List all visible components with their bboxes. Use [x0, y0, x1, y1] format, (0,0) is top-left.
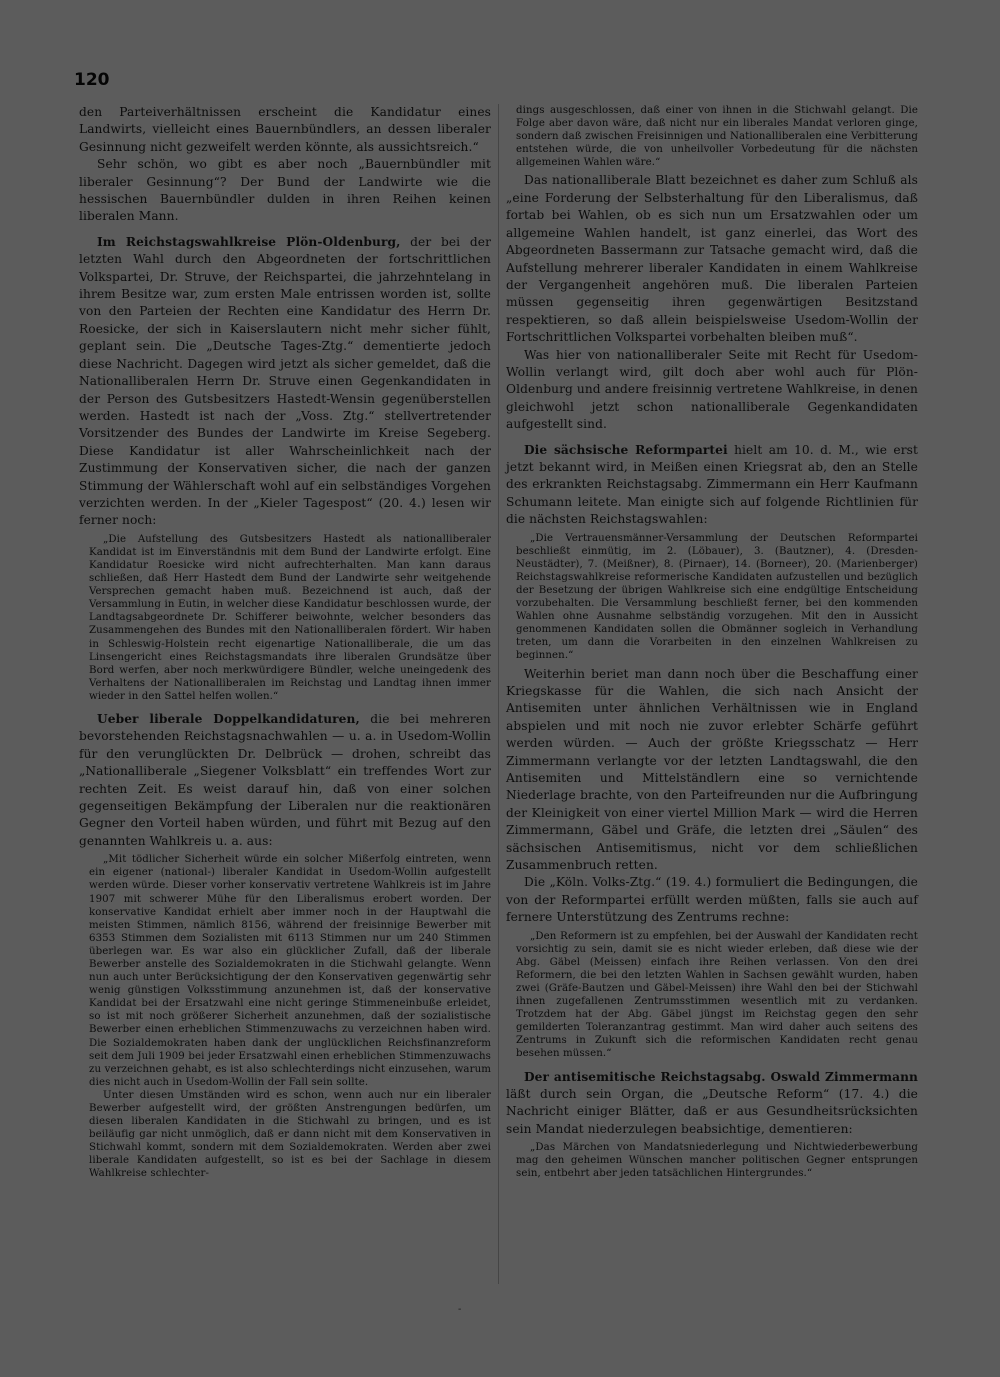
- paragraph: Sehr schön, wo gibt es aber noch „Bauernbündler mit liberaler Gesinnung“? Der Bund der Landwirte wie die hessischen Bauernbündler dulden in ihren Reihen keinen liberalen Mann.: [79, 157, 491, 224]
- paragraph: [506, 442, 918, 529]
- paragraph: Was hier von nationalliberaler Seite mit Recht für Usedom-Wollin verlangt wird, gilt doch aber wohl auch für Plön-Oldenburg und andere freisinnig vertretene Wahlkreise, in denen gleichwohl jetzt schon nationalliberale Gegenkandidaten aufgestellt sind.: [506, 347, 918, 432]
- paragraph-text: die bei mehreren bevorstehenden Reichstagsnachwahlen — u. a. in Usedom-Wollin für den verunglückten Dr. Delbrück — drohen, schreibt das „Nationalliberale „Siegener Volksblatt“ ein treffendes Wort zur rechten Zeit. Es weist darauf hin, daß von einer solchen gegenseitigen Bekämpfung der Liberalen nur die reaktionären Gegner den Vorteil haben würden, und führt mit Bezug auf den genannten Wahlkreis u. a. aus:: [79, 711, 491, 848]
- paragraph: [506, 1069, 918, 1139]
- paragraph: Weiterhin beriet man dann noch über die Beschaffung einer Kriegskasse für die Wahlen, die sich nach Ansicht der Antisemiten unter ähnlichen Verhältnissen wie in England abspielen und mit noch nie zuvor erlebter Schärfe geführt werden würden. — Auch der größte Kriegsschatz — Herr Zimmermann verlangte vor der letzten Landtagswahl, die den Antisemiten und Mittelständlern eine so vernichtende Niederlage brachte, von den Parteifreunden nur die Aufbringung der Kleinigkeit von einer viertel Million Mark — wird die Herren Zimmermann, Gäbel und Gräfe, die letzten drei „Säulen“ des sächsischen Antisemitismus, nicht vor dem schließlichen Zusammenbruch retten.: [506, 666, 918, 872]
- paragraph: [79, 234, 491, 530]
- paragraph: den Parteiverhältnissen erscheint die Kandidatur eines Landwirts, vielleicht eines Bauernbündlers, an dessen liberaler Gesinnung nicht gezweifelt werden könnte, als aussichtsreich.“: [79, 105, 491, 154]
- paragraph: Das nationalliberale Blatt bezeichnet es daher zum Schluß als „eine Forderung der Selbsterhaltung für den Liberalismus, daß fortab bei Wahlen, ob es sich nun um Ersatzwahlen oder um allgemeine Wahlen handelt, ist ganz einerlei, das Wort des Abgeordneten Bassermann zur Tatsache gemacht wird, daß die Aufstellung mehrerer liberaler Kandidaten in einem Wahlkreise der Vergangenheit angehören muß. Die liberalen Parteien müssen gegenseitig ihren gegenwärtigen Besitzstand respektieren, so daß allein beispielsweise Usedom-Wollin der Fortschrittlichen Volkspartei vorbehalten bleiben muß“.: [506, 173, 918, 345]
- section-heading: Im Reichstagswahlkreise Plön-Oldenburg,: [97, 234, 401, 249]
- block-quote: „Die Vertrauensmänner-Versammlung der Deutschen Reformpartei beschließt einmütig, im 2. (Löbauer), 3. (Bautzner), 4. (Dresden-Neustädter), 7. (Meißner), 8. (Pirnaer), 14. (Borneer), 20. (Marienberger) Reichstagswahlkreise reformerische Kandidaten aufzustellen und bezüglich der Besetzung der übrigen Wahlkreise sich eine endgültige Entscheidung vorzubehalten. Die Versammlung beschließt ferner, bei den kommenden Wahlen ohne Ausnahme selbständig vorzugehen. Mit den in Aussicht genommenen Kandidaten sollen die Obmänner sogleich in Verhandlung treten, um dann die Vorarbeiten in den einzelnen Wahlkreisen zu beginnen.“: [516, 532, 918, 662]
- right-column: [506, 104, 918, 1180]
- block-quote: dings ausgeschlossen, daß einer von ihnen in die Stichwahl gelangt. Die Folge aber davon wäre, daß nicht nur ein liberales Mandat verloren ginge, sondern daß zwischen Freisinnigen und Nationalliberalen eine Verbitterung entstehen würde, die von unheilvoller Vorbedeutung für die nächsten allgemeinen Wahlen wäre.“: [516, 105, 918, 169]
- page-number: 120: [74, 70, 110, 90]
- section-heading: Ueber liberale Doppelkandidaturen,: [97, 711, 360, 726]
- left-column: [79, 104, 491, 1181]
- footer-mark: -: [458, 1304, 462, 1315]
- paragraph-text: der bei der letzten Wahl durch den Abgeordneten der fortschrittlichen Volkspartei, Dr. Struve, der Reichspartei, die jahrzehntelang in ihrem Besitze war, zum ersten Male entrissen worden ist, sollte von den Parteien der Rechten eine Kandidatur des Herrn Dr. Roesicke, der sich in Kaiserslautern nicht mehr sicher fühlt, geplant sein. Die „Deutsche Tages-Ztg.“ dementierte jedoch diese Nachricht. Dagegen wird jetzt als sicher gemeldet, daß die Nationalliberalen Herrn Dr. Struve einen Gegenkandidaten in der Person des Gutsbesitzers Hastedt-Wensin gegenüberstellen werden. Hastedt ist nach der „Voss. Ztg.“ stellvertretender Vorsitzender des Bundes der Landwirte im Kreise Segeberg. Diese Kandidatur ist aller Wahrscheinlichkeit nach der Zustimmung der Konservativen sicher, die nach der ganzen Stimmung der Wählerschaft wohl auf ein selbständiges Vorgehen verzichten werden. In der „Kieler Tagespost“ (20. 4.) lesen wir ferner noch:: [79, 234, 491, 528]
- block-quote: Unter diesen Umständen wird es schon, wenn auch nur ein liberaler Bewerber aufgestellt wird, der größten Anstrengungen bedürfen, um diesen liberalen Kandidaten in die Stichwahl zu bringen, und es ist beiläufig gar nicht unmöglich, daß er dann nicht mit dem Konservativen in Stichwahl kommt, sondern mit dem Sozialdemokraten. Werden aber zwei liberale Kandidaten aufgestellt, so ist es bei der Sachlage in diesem Wahlkreise schlechter-: [89, 1089, 491, 1180]
- block-quote: „Mit tödlicher Sicherheit würde ein solcher Mißerfolg eintreten, wenn ein eigener (national-) liberaler Kandidat in Usedom-Wollin aufgestellt werden würde. Dieser vorher konservativ vertretene Wahlkreis ist im Jahre 1907 mit schwerer Mühe für den Liberalismus erobert worden. Der konservative Kandidat erhielt aber immer noch in der Hauptwahl die meisten Stimmen, nämlich 8156, während der freisinnige Bewerber mit 6353 Stimmen dem Sozialisten mit 6113 Stimmen nur um 240 Stimmen überlegen war. Es war also ein glücklicher Zufall, daß der liberale Bewerber anstelle des Sozialdemokraten in die Stichwahl gelangte. Wenn nun auch unter Berücksichtigung der den Konservativen gegenwärtig sehr wenig günstigen Volksstimmung anzunehmen ist, daß der konservative Kandidat bei der Ersatzwahl eine nicht geringe Stimmeneinbuße erleidet, so ist mit noch größerer Sicherheit anzunehmen, daß der sozialistische Bewerber einen erheblichen Stimmenzuwachs zu verzeichnen haben wird. Die Sozialdemokraten haben dank der unglücklichen Reichsfinanzreform seit dem Juli 1909 bei jeder Ersatzwahl einen erheblichen Stimmenzuwachs zu verzeichnen gehabt, es ist also schlechterdings nicht einzusehen, warum dies nicht auch in Usedom-Wollin der Fall sein sollte.: [89, 854, 491, 1088]
- block-quote: „Den Reformern ist zu empfehlen, bei der Auswahl der Kandidaten recht vorsichtig zu sein, damit sie es nicht wieder erleben, daß diese wie der Abg. Gäbel (Meissen) einfach ihre Reihen verlassen. Von den drei Reformern, die bei den letzten Wahlen in Sachsen gewählt wurden, haben zwei (Gräfe-Bautzen und Gäbel-Meissen) ihre Wahl den bei der Stichwahl ihnen zugefallenen Zentrumsstimmen wesentlich mit zu verdanken. Trotzdem hat der Abg. Gäbel jüngst im Reichstag gegen den sehr gemilderten Toleranzantrag gestimmt. Man wird daher auch seitens des Zentrums in Zukunft sich die reformischen Kandidaten recht genau besehen müssen.“: [516, 930, 918, 1060]
- block-quote: „Die Aufstellung des Gutsbesitzers Hastedt als nationalliberaler Kandidat ist im Einverständnis mit dem Bund der Landwirte erfolgt. Eine Kandidatur Roesicke wird nicht aufrechterhalten. Man kann daraus schließen, daß Herr Hastedt dem Bund der Landwirte sehr weitgehende Versprechen gemacht haben muß. Bezeichnend ist auch, daß der Versammlung in Eutin, in welcher diese Kandidatur beschlossen wurde, der Landtagsabgeordnete Dr. Schifferer beiwohnte, welcher besonders das Zusammengehen des Bundes mit den Nationalliberalen fördert. Wir haben in Schleswig-Holstein recht eigenartige Nationalliberale, die um das Linsengericht eines Reichstagsmandats ihre liberalen Grundsätze über Bord werfen, aber noch merkwürdigere Bündler, welche uneingedenk des Verhaltens der Nationalliberalen im Reichstag und Landtag ihnen immer wieder in den Sattel helfen wollen.“: [89, 533, 491, 702]
- paragraph: Die „Köln. Volks-Ztg.“ (19. 4.) formuliert die Bedingungen, die von der Reformpartei erfüllt werden müßten, falls sie auch auf fernere Unterstützung des Zentrums rechne:: [506, 875, 918, 925]
- paragraph: [79, 711, 491, 850]
- paragraph-text: hielt am 10. d. M., wie erst jetzt bekannt wird, in Meißen einen Kriegsrat ab, den an Stelle des erkrankten Reichstagsabg. Zimmermann ein Herr Kaufmann Schumann leitete. Man einigte sich auf folgende Richtlinien für die nächsten Reichstagswahlen:: [506, 442, 918, 527]
- block-quote: „Das Märchen von Mandatsniederlegung und Nichtwiederbewerbung mag den geheimen Wünschen mancher politischen Gegner entsprungen sein, entbehrt aber jeden tatsächlichen Hintergrundes.“: [516, 1142, 918, 1180]
- section-heading: Die sächsische Reformpartei: [524, 442, 728, 457]
- paragraph-text: läßt durch sein Organ, die „Deutsche Reform“ (17. 4.) die Nachricht einiger Blätter, daß er aus Gesundheitsrücksichten sein Mandat niederzulegen beabsichtige, dementieren:: [506, 1086, 918, 1136]
- section-heading: Der antisemitische Reichstagsabg. Oswald Zimmermann: [524, 1069, 918, 1084]
- column-divider: [498, 104, 499, 1284]
